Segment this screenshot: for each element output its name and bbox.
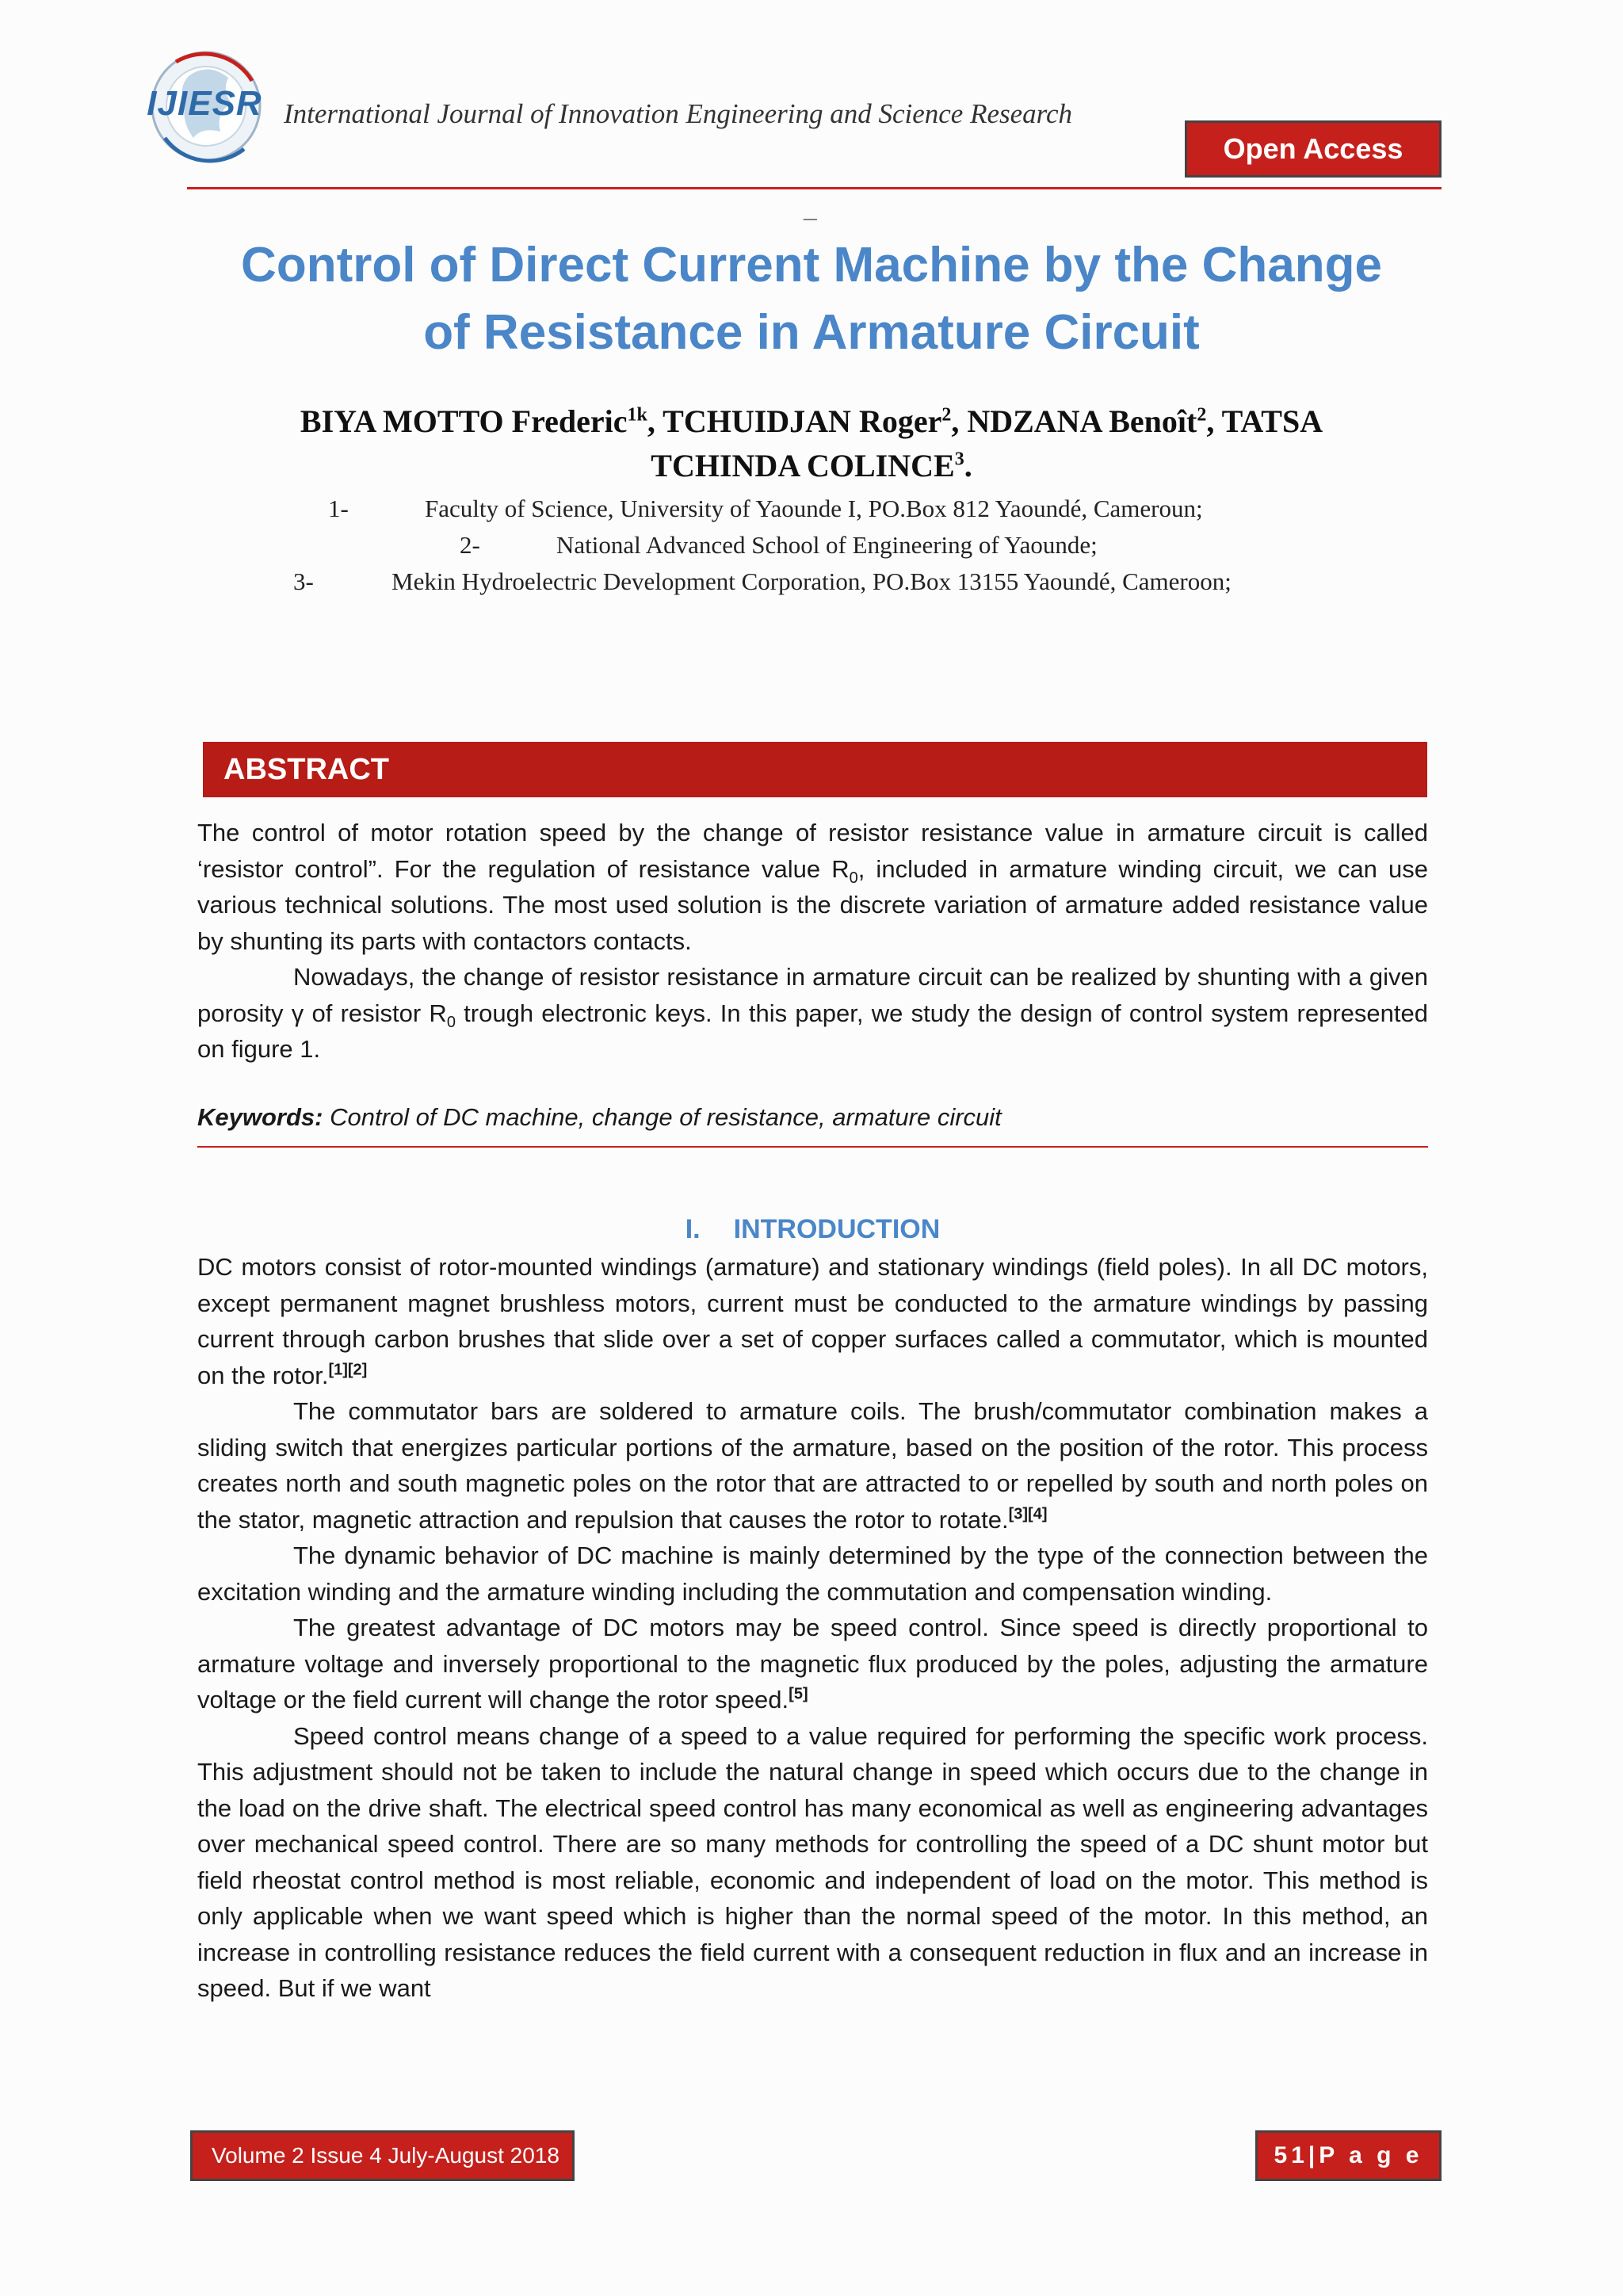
intro-paragraph-2: The commutator bars are soldered to armature coils. The brush/commutator combination makes a sliding switch that energizes particular portions of the armature, based on the position of the rotor. This process creates north and south magnetic poles on the rotor that are attracted to or repelled by south and north poles on the stator, magnetic attraction and repulsion that causes the rotor to rotate.[3][4] [197, 1397, 1428, 1534]
keywords [197, 1103, 1002, 1132]
affiliation-1-num: 1- [328, 495, 349, 522]
keywords-text: Control of DC machine, change of resistance, armature circuit [323, 1103, 1002, 1131]
author-4-part-1: , TATSA [1206, 403, 1323, 439]
footer-page [1255, 2130, 1442, 2181]
author-1-sup: 1k [627, 404, 647, 426]
section-title: INTRODUCTION [733, 1214, 941, 1244]
journal-name: International Journal of Innovation Engineering and Science Research [284, 98, 1073, 129]
author-2-sup: 2 [941, 404, 952, 426]
author-3-sup: 2 [1197, 404, 1207, 426]
affiliation-1 [328, 495, 1203, 523]
open-access-badge: Open Access [1185, 120, 1442, 178]
keywords-label: Keywords: [197, 1103, 323, 1131]
author-3: , NDZANA Benoît [951, 403, 1197, 439]
intro-paragraph-4: The greatest advantage of DC motors may be speed control. Since speed is directly proportional to armature voltage and inversely proportional to the magnetic flux produced by the poles, adjusting the armature voltage or the field current will change the rotor speed.[5] [197, 1614, 1428, 1713]
footer-volume: Volume 2 Issue 4 July-August 2018 [190, 2130, 575, 2181]
author-list [174, 399, 1449, 488]
abstract-paragraph-1: The control of motor rotation speed by the change of resistor resistance value in armature circuit is called ‘resistor control”. For the regulation of resistance value $R_0$, included in armature winding circuit, we can use various technical solutions. The most used solution is the discrete variation of armature added resistance value by shunting its parts with contactors contacts. [197, 819, 1428, 955]
intro-paragraph-3: The dynamic behavior of DC machine is mainly determined by the type of the connection between the excitation winding and the armature winding including the commutation and compensation winding. [197, 1541, 1428, 1606]
affiliation-2 [460, 531, 1098, 560]
affiliation-3 [293, 567, 1232, 596]
logo-text: IJIESR [147, 84, 262, 123]
title-line-2: of Resistance in Armature Circuit [423, 305, 1200, 360]
intro-paragraph-5: Speed control means change of a speed to a value required for performing the specific work process. This adjustment should not be taken to include the natural change in speed which occurs due to the change in the load on the drive shaft. The electrical speed control has many economical as well as engineering advantages over mechanical speed control. There are so many methods for controlling the speed of a DC shunt motor but field rheostat control method is most reliable, economic and independent of load on the motor. This method is only applicable when we want speed which is higher than the normal speed of the motor. In this method, an increase in controlling resistance reduces the field current with a consequent reduction in flux and an increase in speed. But if we want [197, 1721, 1428, 2002]
affiliation-2-text: National Advanced School of Engineering of Yaounde; [556, 531, 1098, 559]
author-4-sup: 3 [954, 449, 964, 470]
author-4-part-2: TCHINDA COLINCE [651, 448, 955, 483]
author-2: , TCHUIDJAN Roger [647, 403, 942, 439]
journal-logo [133, 44, 276, 171]
intro-paragraph-1: DC motors consist of rotor-mounted windings (armature) and stationary windings (field poles). In all DC motors, except permanent magnet brushless motors, current must be conducted to the armature windings by passing current through carbon brushes that slide over a set of copper surfaces called a commutator, which is mounted on the rotor.[1][2] [197, 1253, 1428, 1389]
title-line-1: Control of Direct Current Machine by the Change [241, 238, 1382, 292]
abstract-paragraph-2: Nowadays, the change of resistor resistance in armature circuit can be realized by shunting with a given porosity γ of resistor $R_0$ trough electronic keys. In this paper, we study the design of control system represented on figure 1. [197, 963, 1428, 1063]
section-number: I. [685, 1214, 701, 1244]
introduction-body [197, 1249, 1428, 2007]
paper-title [127, 231, 1496, 366]
page-number: 51 [1274, 2142, 1308, 2168]
affiliation-1-text: Faculty of Science, University of Yaounde I, PO.Box 812 Yaoundé, Cameroun; [425, 495, 1203, 522]
header-dash: _ [804, 197, 817, 223]
section-heading-introduction [197, 1214, 1428, 1245]
header-rule [187, 187, 1442, 189]
abstract-body [197, 815, 1428, 1068]
affiliation-2-num: 2- [460, 531, 480, 559]
affiliation-3-num: 3- [293, 567, 314, 595]
affiliation-3-text: Mekin Hydroelectric Development Corporation, PO.Box 13155 Yaoundé, Cameroon; [391, 567, 1232, 595]
abstract-heading: ABSTRACT [203, 742, 1427, 797]
page-label: |P a g e [1308, 2142, 1423, 2168]
keywords-rule [197, 1146, 1428, 1148]
author-1: BIYA MOTTO Frederic [300, 403, 628, 439]
author-list-end: . [964, 448, 972, 483]
